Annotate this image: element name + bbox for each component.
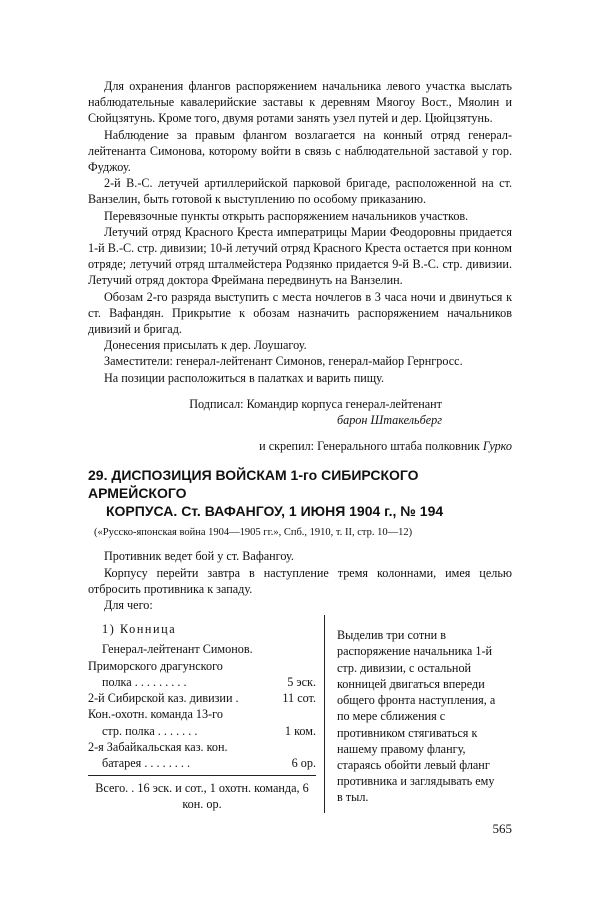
paragraph: Для чего: [104,598,153,613]
cavalry-note: Выделив три сотни в распоряжение начальника 1-й стр. дивизии, с остальной конницей двигаться впереди общего фронта наступления, а по мере сближения с противником стягиваться к нашему правому флангу, стараясь обойти левый фланг противника и заглядывать ему в тыл. [324,615,503,812]
signature-line-3 [88,438,512,454]
unit-value: 1 ком. [284,723,316,738]
paragraph: Перевязочные пункты открыть распоряжением начальников участков. [104,208,469,223]
document-page [88,78,512,837]
paragraph: Донесения присылать к дер. Лоушагоу. [104,338,307,353]
unit-label: Кон.-охотн. команда 13-го [88,707,223,722]
paragraph: Для охранения флангов распоряжением начальника левого участка выслать наблюдательные кавалерийские заставы к деревням Мяогоу Вост., Мяолин и Сюйцзятунь. Кроме того, двумя ротами занять узел путей и дер. Цюйцзятунь. [88,79,512,126]
unit-value: 11 сот. [282,691,316,706]
heading-line-2: КОРПУСА. Ст. ВАФАНГОУ, 1 ИЮНЯ 1904 г., № 194 [106,503,444,520]
unit-row [88,706,316,722]
unit-label: 2-я Забайкальская каз. кон. [88,739,228,754]
signature-line-2 [88,412,512,428]
unit-label: 2-й Сибирской каз. дивизии . [88,691,239,706]
page-number: 565 [492,820,512,836]
unit-row [88,690,316,706]
cavalry-title: 1) Конница [102,622,177,637]
signature-name-1: барон Штакельберг [336,413,442,428]
unit-row [88,739,316,755]
unit-value: 6 ор. [291,755,316,770]
unit-label: стр. полка . . . . . . . [102,723,198,738]
paragraph: Обозам 2-го разряда выступить с места ночлегов в 3 часа ночи и двинуться к ст. Вафандян. Прикрытие к обозам назначить распоряжением начальников дивизий и бригад. [88,289,512,337]
source-citation: («Русско-японская война 1904—1905 гг.», Спб., 1910, т. II, стр. 10—12) [94,527,413,539]
signature-name-2: Гурко [482,439,512,454]
cavalry-composition [88,615,324,812]
unit-row [88,755,316,771]
section-heading [88,466,512,520]
paragraph: Противник ведет бой у ст. Вафангоу. [104,549,294,564]
unit-row [88,658,316,674]
cavalry-commander: Генерал-лейтенант Симонов. [102,642,253,657]
heading-line-1: 29. ДИСПОЗИЦИЯ ВОЙСКАМ 1-го СИБИРСКОГО АРМЕЙСКОГО [88,467,419,502]
paragraph: Наблюдение за правым флангом возлагается на конный отряд генерал-лейтенанта Симонова, которому войти в связь с наблюдательной заставой у гор. Фуджоу. [88,127,512,175]
paragraph: Летучий отряд Красного Креста императрицы Марии Феодоровны придается 1-й В.-С. стр. дивизии; 10-й летучий отряд Красного Креста остается при конном отряде; летучий отряд шталмейстера Родзянко придается 9-й В.-С. стр. дивизии. Летучий отряд доктора Фреймана передвинуть на Ванзелин. [88,224,512,288]
unit-label: батарея . . . . . . . . [102,755,191,770]
signature-prefix: и скрепил: Генерального штаба полковник [259,439,480,454]
unit-row [88,723,316,739]
cavalry-total: Всего. . 16 эск. и сот., 1 охотн. команда, 6 кон. ор. [88,775,316,812]
paragraph: На позиции расположиться в палатках и варить пищу. [104,370,385,385]
text-block-top [88,78,512,386]
unit-label: Приморского драгунского [88,658,223,673]
cavalry-section [88,615,512,812]
signature-line-1: Подписал: Командир корпуса генерал-лейтенант [189,396,442,411]
paragraph: Заместители: генерал-лейтенант Симонов, генерал-майор Гернгросс. [104,354,463,369]
unit-label: полка . . . . . . . . . [102,674,187,689]
unit-value: 5 эск. [287,674,316,689]
paragraph: 2-й В.-С. летучей артиллерийской парковой бригаде, расположенной на ст. Ванзелин, быть готовой к выступлению по особому приказанию. [88,176,512,207]
paragraph: Корпусу перейти завтра в наступление тремя колоннами, имея целью отбросить противника к западу. [88,565,512,596]
unit-row [88,674,316,690]
